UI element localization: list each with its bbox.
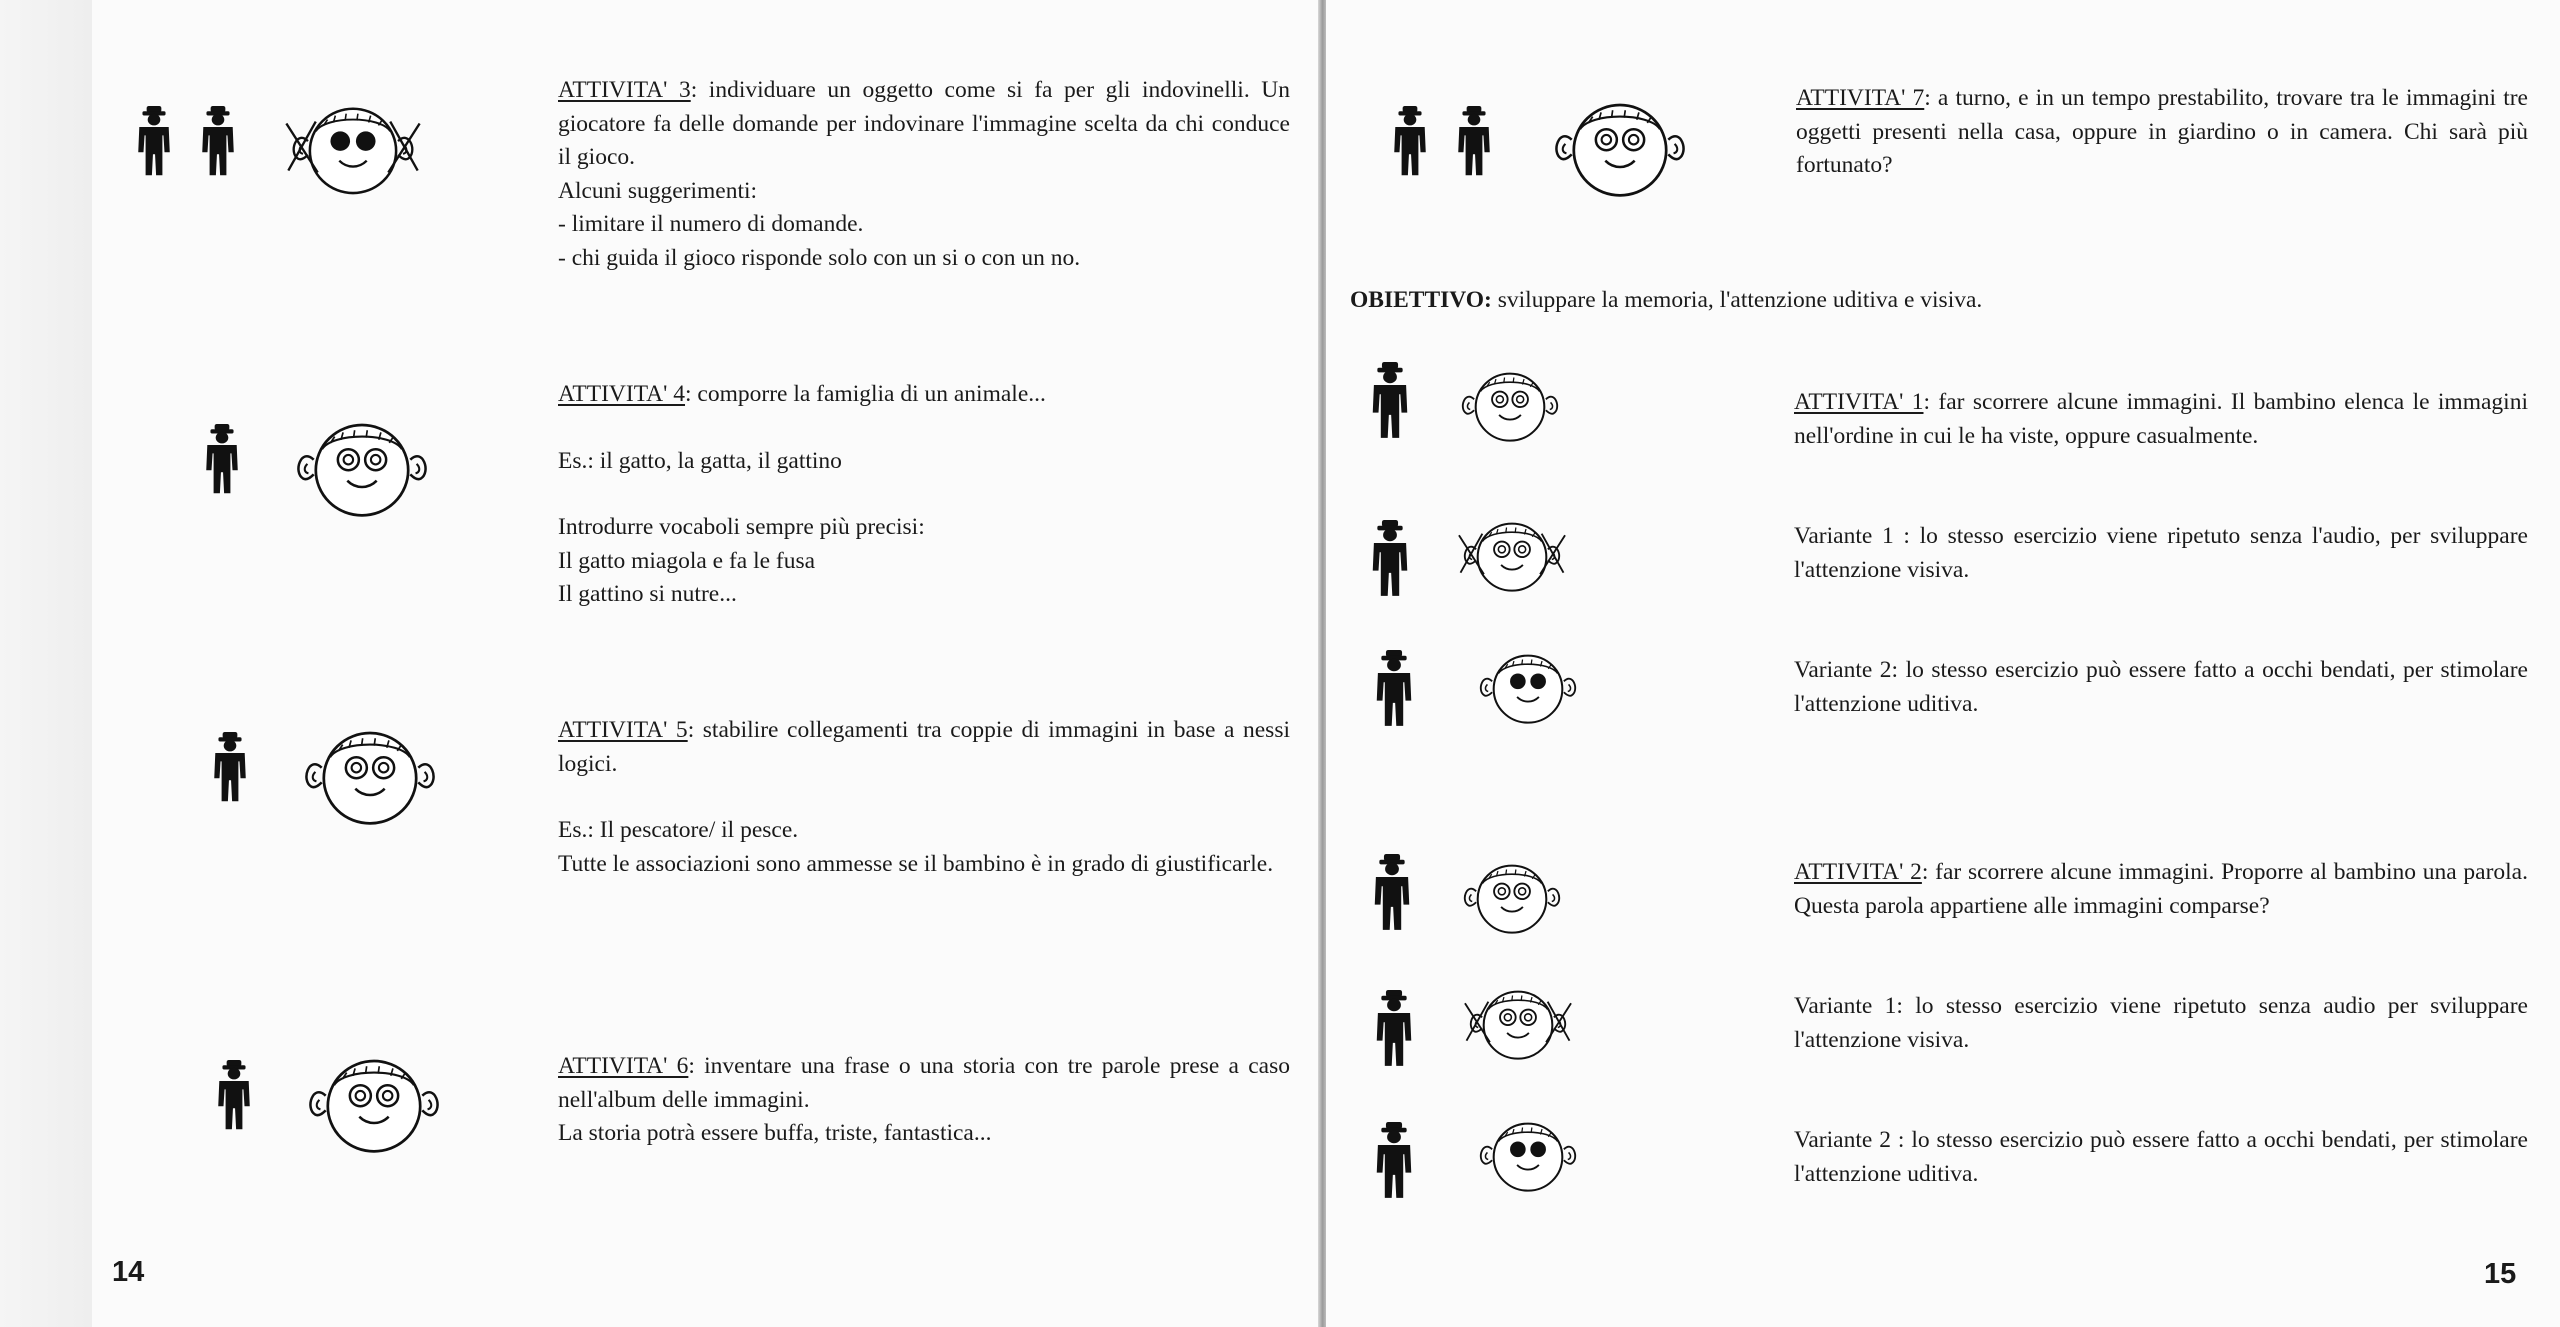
figure-face-icon	[204, 1046, 474, 1156]
activity-3-text: ATTIVITA' 3: individuare un oggetto come si fa per gli indovinelli. Un giocatore fa delle domande per indovinare l'immagine scelta da chi conduce il gioco. Alcuni suggerimenti: - limitare il numero di domande. - chi guida il gioco risponde solo con un si o con un no.	[558, 77, 1290, 271]
rp-variant-2a-text: Variante 2: lo stesso esercizio può essere fatto a occhi bendati, per stimolare l'attenzione uditiva.	[1794, 657, 2528, 717]
activity-3-title: ATTIVITA' 3	[558, 77, 691, 103]
rp-variant-2b-text: Variante 2 : lo stesso esercizio può essere fatto a occhi bendati, per stimolare l'attenzione uditiva.	[1794, 1127, 2528, 1187]
rp-variant-1b-text: Variante 1: lo stesso esercizio viene ripetuto senza audio per sviluppare l'attenzione visiva.	[1794, 993, 2528, 1053]
figure-face-icon	[1360, 358, 1610, 448]
activity-5-text: ATTIVITA' 5: stabilire collegamenti tra coppie di immagini in base a nessi logici. Es.: Il pescatore/ il pesce. Tutte le associazioni sono ammesse se il bambino è in grado di giustificarle.	[558, 717, 1290, 877]
activity-4-title: ATTIVITA' 4	[558, 381, 686, 407]
figure-face-icon	[1362, 850, 1612, 940]
figure-face-icon	[192, 410, 462, 520]
figure-face-blindfolded-icon	[1364, 1118, 1614, 1208]
figure-face-icon	[200, 718, 470, 828]
two-figures-face-icon	[1384, 92, 1704, 202]
activity-6-text: ATTIVITA' 6: inventare una frase o una storia con tre parole prese a caso nell'album delle immagini. La storia potrà essere buffa, triste, fantastica...	[558, 1053, 1290, 1146]
rp-activity-1-title: ATTIVITA' 1	[1794, 389, 1924, 415]
two-figures-face-blindfolded-earmuffed-icon	[128, 92, 448, 202]
page-number-right: 15	[2484, 1258, 2517, 1290]
activity-6-title: ATTIVITA' 6	[558, 1053, 689, 1079]
figure-face-earmuffed-icon	[1364, 986, 1614, 1076]
rp-activity-2-text: ATTIVITA' 2: far scorrere alcune immagini. Proporre al bambino una parola. Questa parola appartiene alle immagini comparse?	[1794, 859, 2528, 919]
figure-face-blindfolded-icon	[1364, 646, 1614, 736]
activity-7-title: ATTIVITA' 7	[1796, 85, 1925, 111]
rp-variant-1a-text: Variante 1 : lo stesso esercizio viene ripetuto senza l'audio, per sviluppare l'attenzione visiva.	[1794, 523, 2528, 583]
activity-4-text: ATTIVITA' 4: comporre la famiglia di un animale... Es.: il gatto, la gatta, il gattino Introdurre vocaboli sempre più precisi: Il gatto miagola e fa le fusa Il gattino si nutre...	[558, 381, 1046, 607]
rp-activity-2-title: ATTIVITA' 2	[1794, 859, 1922, 885]
outer-margin	[0, 0, 92, 1327]
figure-face-earmuffed-icon	[1362, 516, 1612, 606]
page-number-left: 14	[112, 1256, 145, 1288]
objective-line: OBIETTIVO: sviluppare la memoria, l'attenzione uditiva e visiva.	[1350, 287, 1983, 313]
rp-activity-1-text: ATTIVITA' 1: far scorrere alcune immagini. Il bambino elenca le immagini nell'ordine in cui le ha viste, oppure casualmente.	[1794, 389, 2528, 449]
activity-5-title: ATTIVITA' 5	[558, 717, 688, 743]
activity-7-text: ATTIVITA' 7: a turno, e in un tempo prestabilito, trovare tra le immagini tre oggetti presenti nella casa, oppure in giardino o in camera. Chi sarà più fortunato?	[1796, 85, 2528, 178]
objective-label: OBIETTIVO:	[1350, 287, 1492, 313]
